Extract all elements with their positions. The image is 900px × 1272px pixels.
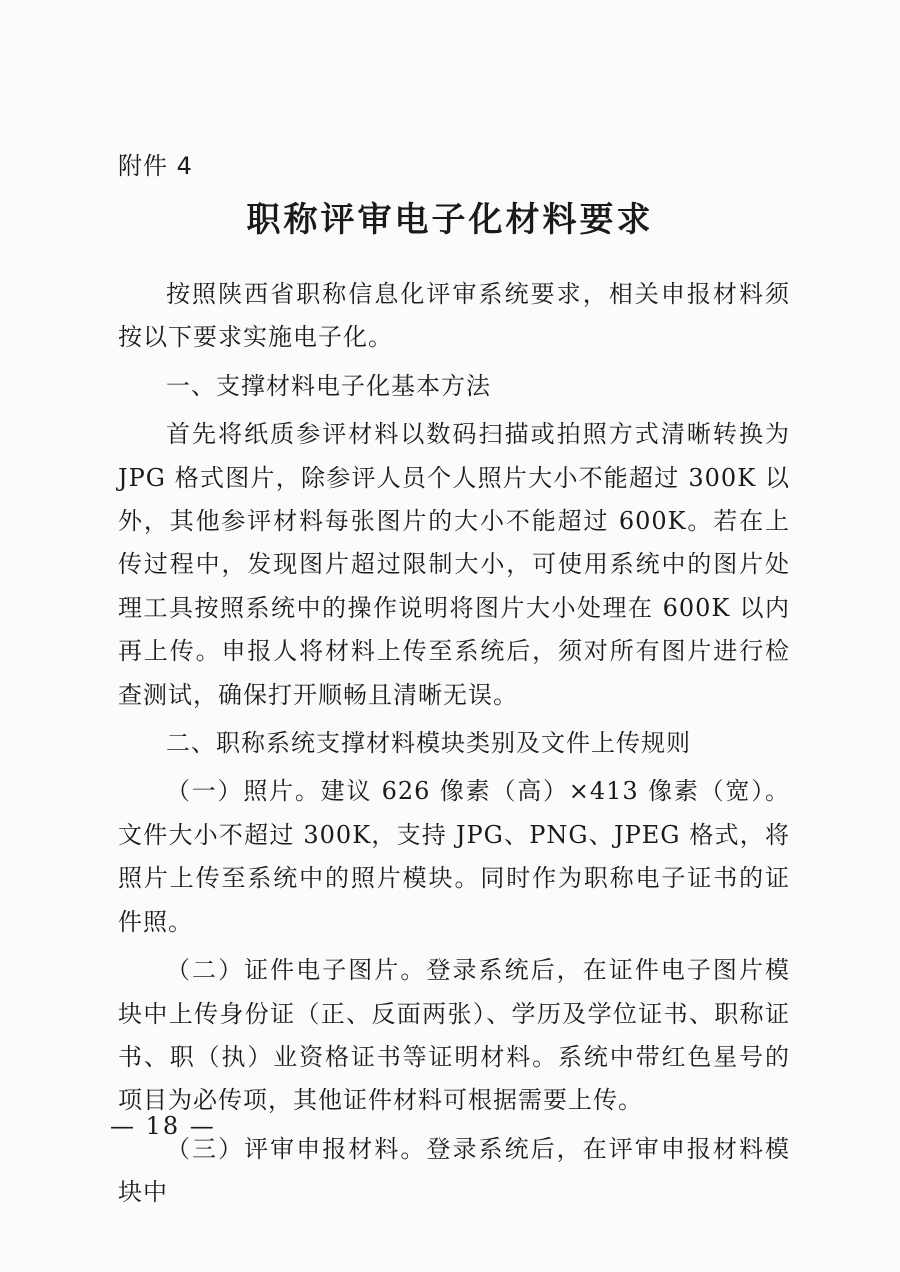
section-2-item-1: （一）照片。建议 626 像素（高）×413 像素（宽）。文件大小不超过 300K，支持 JPG、PNG、JPEG 格式，将照片上传至系统中的照片模块。同时作为职称电子证书的证件照。 [118,777,790,936]
section-1-heading: 一、支撑材料电子化基本方法 [166,371,491,400]
attachment-label: 附件 4 [118,152,193,180]
section-2-item-3: （三）评审申报材料。登录系统后，在评审申报材料模块中 [118,1134,790,1207]
page-number: — 18 — [110,1112,216,1140]
section-2-item-2: （二）证件电子图片。登录系统后，在证件电子图片模块中上传身份证（正、反面两张）、学历及学位证书、职称证书、职（执）业资格证书等证明材料。系统中带红色星号的项目为必传项，其他证件材料可根据需要上传。 [118,956,790,1115]
document-title: 职称评审电子化材料要求 [246,200,654,240]
intro-paragraph: 按照陕西省职称信息化评审系统要求，相关申报材料须按以下要求实施电子化。 [118,280,790,352]
section-2-heading: 二、职称系统支撑材料模块类别及文件上传规则 [166,729,691,758]
section-1-paragraph: 首先将纸质参评材料以数码扫描或拍照方式清晰转换为JPG 格式图片，除参评人员个人照片大小不能超过 300K 以外，其他参评材料每张图片的大小不能超过 600K。若在上传过程中，发现图片超过限制大小，可使用系统中的图片处理工具按照系统中的操作说明将图片大小处理在 600K 以内再上传。申报人将材料上传至系统后，须对所有图片进行检查测试，确保打开顺畅且清晰无误。 [118,420,790,709]
document-body [118,273,790,1220]
